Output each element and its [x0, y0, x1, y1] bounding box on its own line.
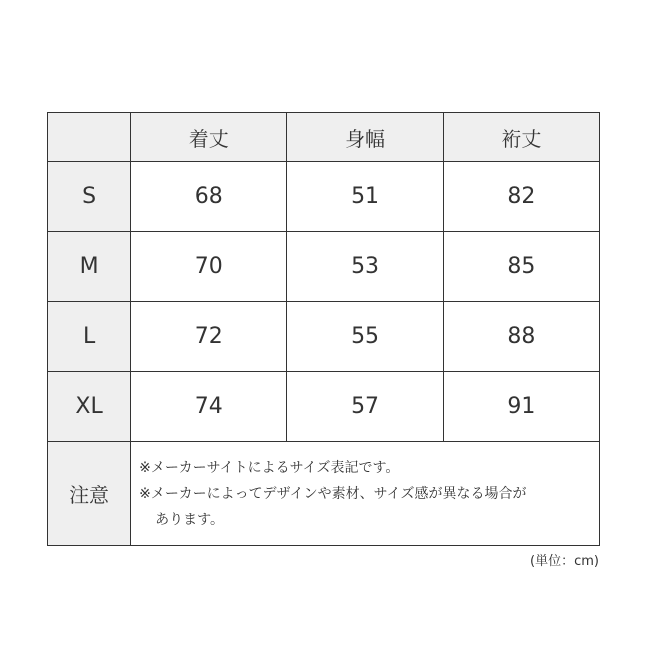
header-sleeve: 裄丈 [443, 113, 599, 162]
length-value: 68 [131, 162, 287, 232]
size-table [47, 112, 600, 546]
width-value: 53 [287, 232, 443, 302]
header-corner [48, 113, 131, 162]
width-value: 51 [287, 162, 443, 232]
sleeve-value: 82 [443, 162, 599, 232]
note-text [131, 442, 600, 546]
unit-label: (単位：cm) [530, 554, 599, 569]
note-label: 注意 [48, 442, 131, 546]
size-label: M [48, 232, 131, 302]
header-row [48, 113, 600, 162]
header-width: 身幅 [287, 113, 443, 162]
note-line: あります。 [155, 511, 225, 528]
sleeve-value: 85 [443, 232, 599, 302]
note-row [48, 442, 600, 546]
length-value: 74 [131, 372, 287, 442]
length-value: 72 [131, 302, 287, 372]
length-value: 70 [131, 232, 287, 302]
size-label: S [48, 162, 131, 232]
table-row [48, 302, 600, 372]
sleeve-value: 88 [443, 302, 599, 372]
width-value: 57 [287, 372, 443, 442]
table-row [48, 162, 600, 232]
width-value: 55 [287, 302, 443, 372]
note-line: ※メーカーサイトによるサイズ表記です。 [139, 459, 400, 476]
size-label: XL [48, 372, 131, 442]
size-label: L [48, 302, 131, 372]
table-row [48, 232, 600, 302]
note-line: ※メーカーによってデザインや素材、サイズ感が異なる場合が [139, 485, 527, 502]
header-length: 着丈 [131, 113, 287, 162]
sleeve-value: 91 [443, 372, 599, 442]
table-row [48, 372, 600, 442]
